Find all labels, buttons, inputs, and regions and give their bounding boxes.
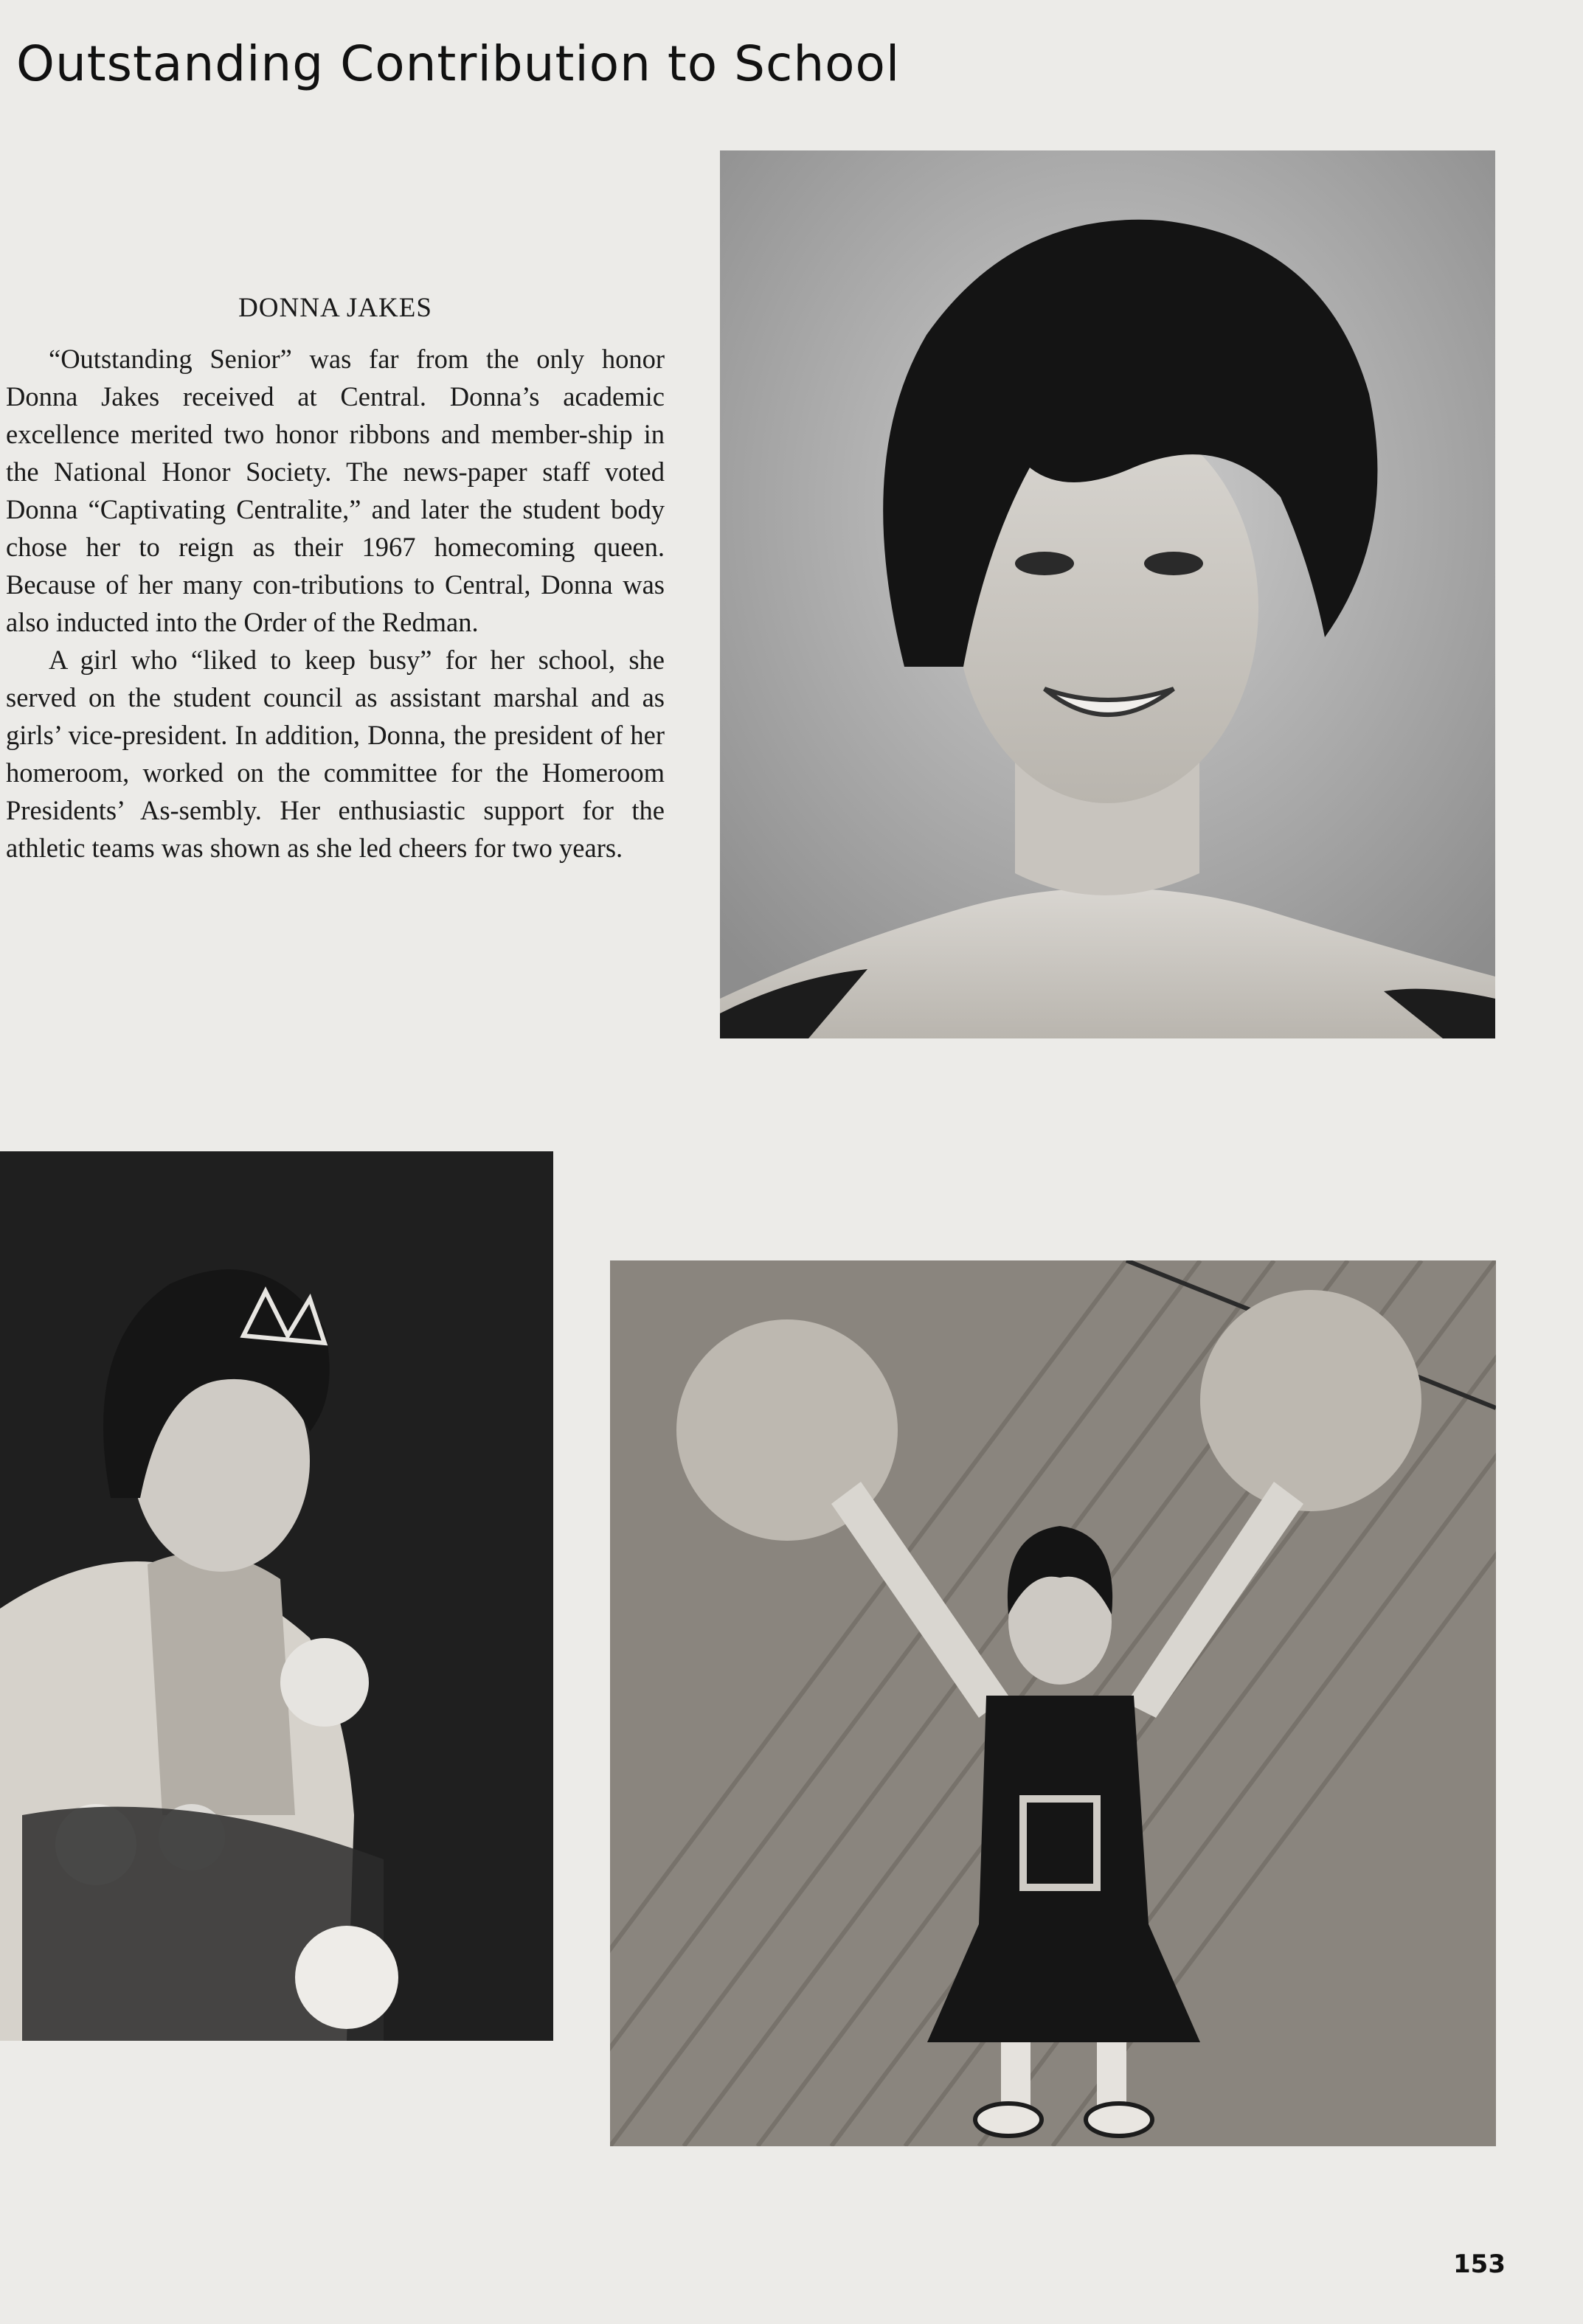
subject-name: DONNA JAKES: [238, 293, 432, 323]
page-title: Outstanding Contribution to School: [16, 35, 901, 92]
page-number: 153: [1453, 2250, 1506, 2279]
article-paragraph-2: A girl who “liked to keep busy” for her school, she served on the student council as assistant marshal and as girls’ vice-president. In addition, Donna, the president of her homeroom, worked on the committee for the Homeroom Presidents’ As-sembly. Her enthusiastic support for the athletic teams was shown as she led cheers for two years.: [6, 645, 665, 863]
portrait-photo: [720, 150, 1495, 1038]
homecoming-photo: [0, 1151, 553, 2041]
article-text: [6, 292, 665, 867]
cheerleader-photo: [610, 1260, 1496, 2146]
article-paragraph-1: “Outstanding Senior” was far from the only honor Donna Jakes received at Central. Donna’s academic excellence merited two honor ribbons and member-ship in the National Honor Society. The news-paper staff voted Donna “Captivating Centralite,” and later the student body chose her to reign as their 1967 homecoming queen. Because of her many con-tributions to Central, Donna was also inducted into the Order of the Redman.: [6, 344, 665, 637]
